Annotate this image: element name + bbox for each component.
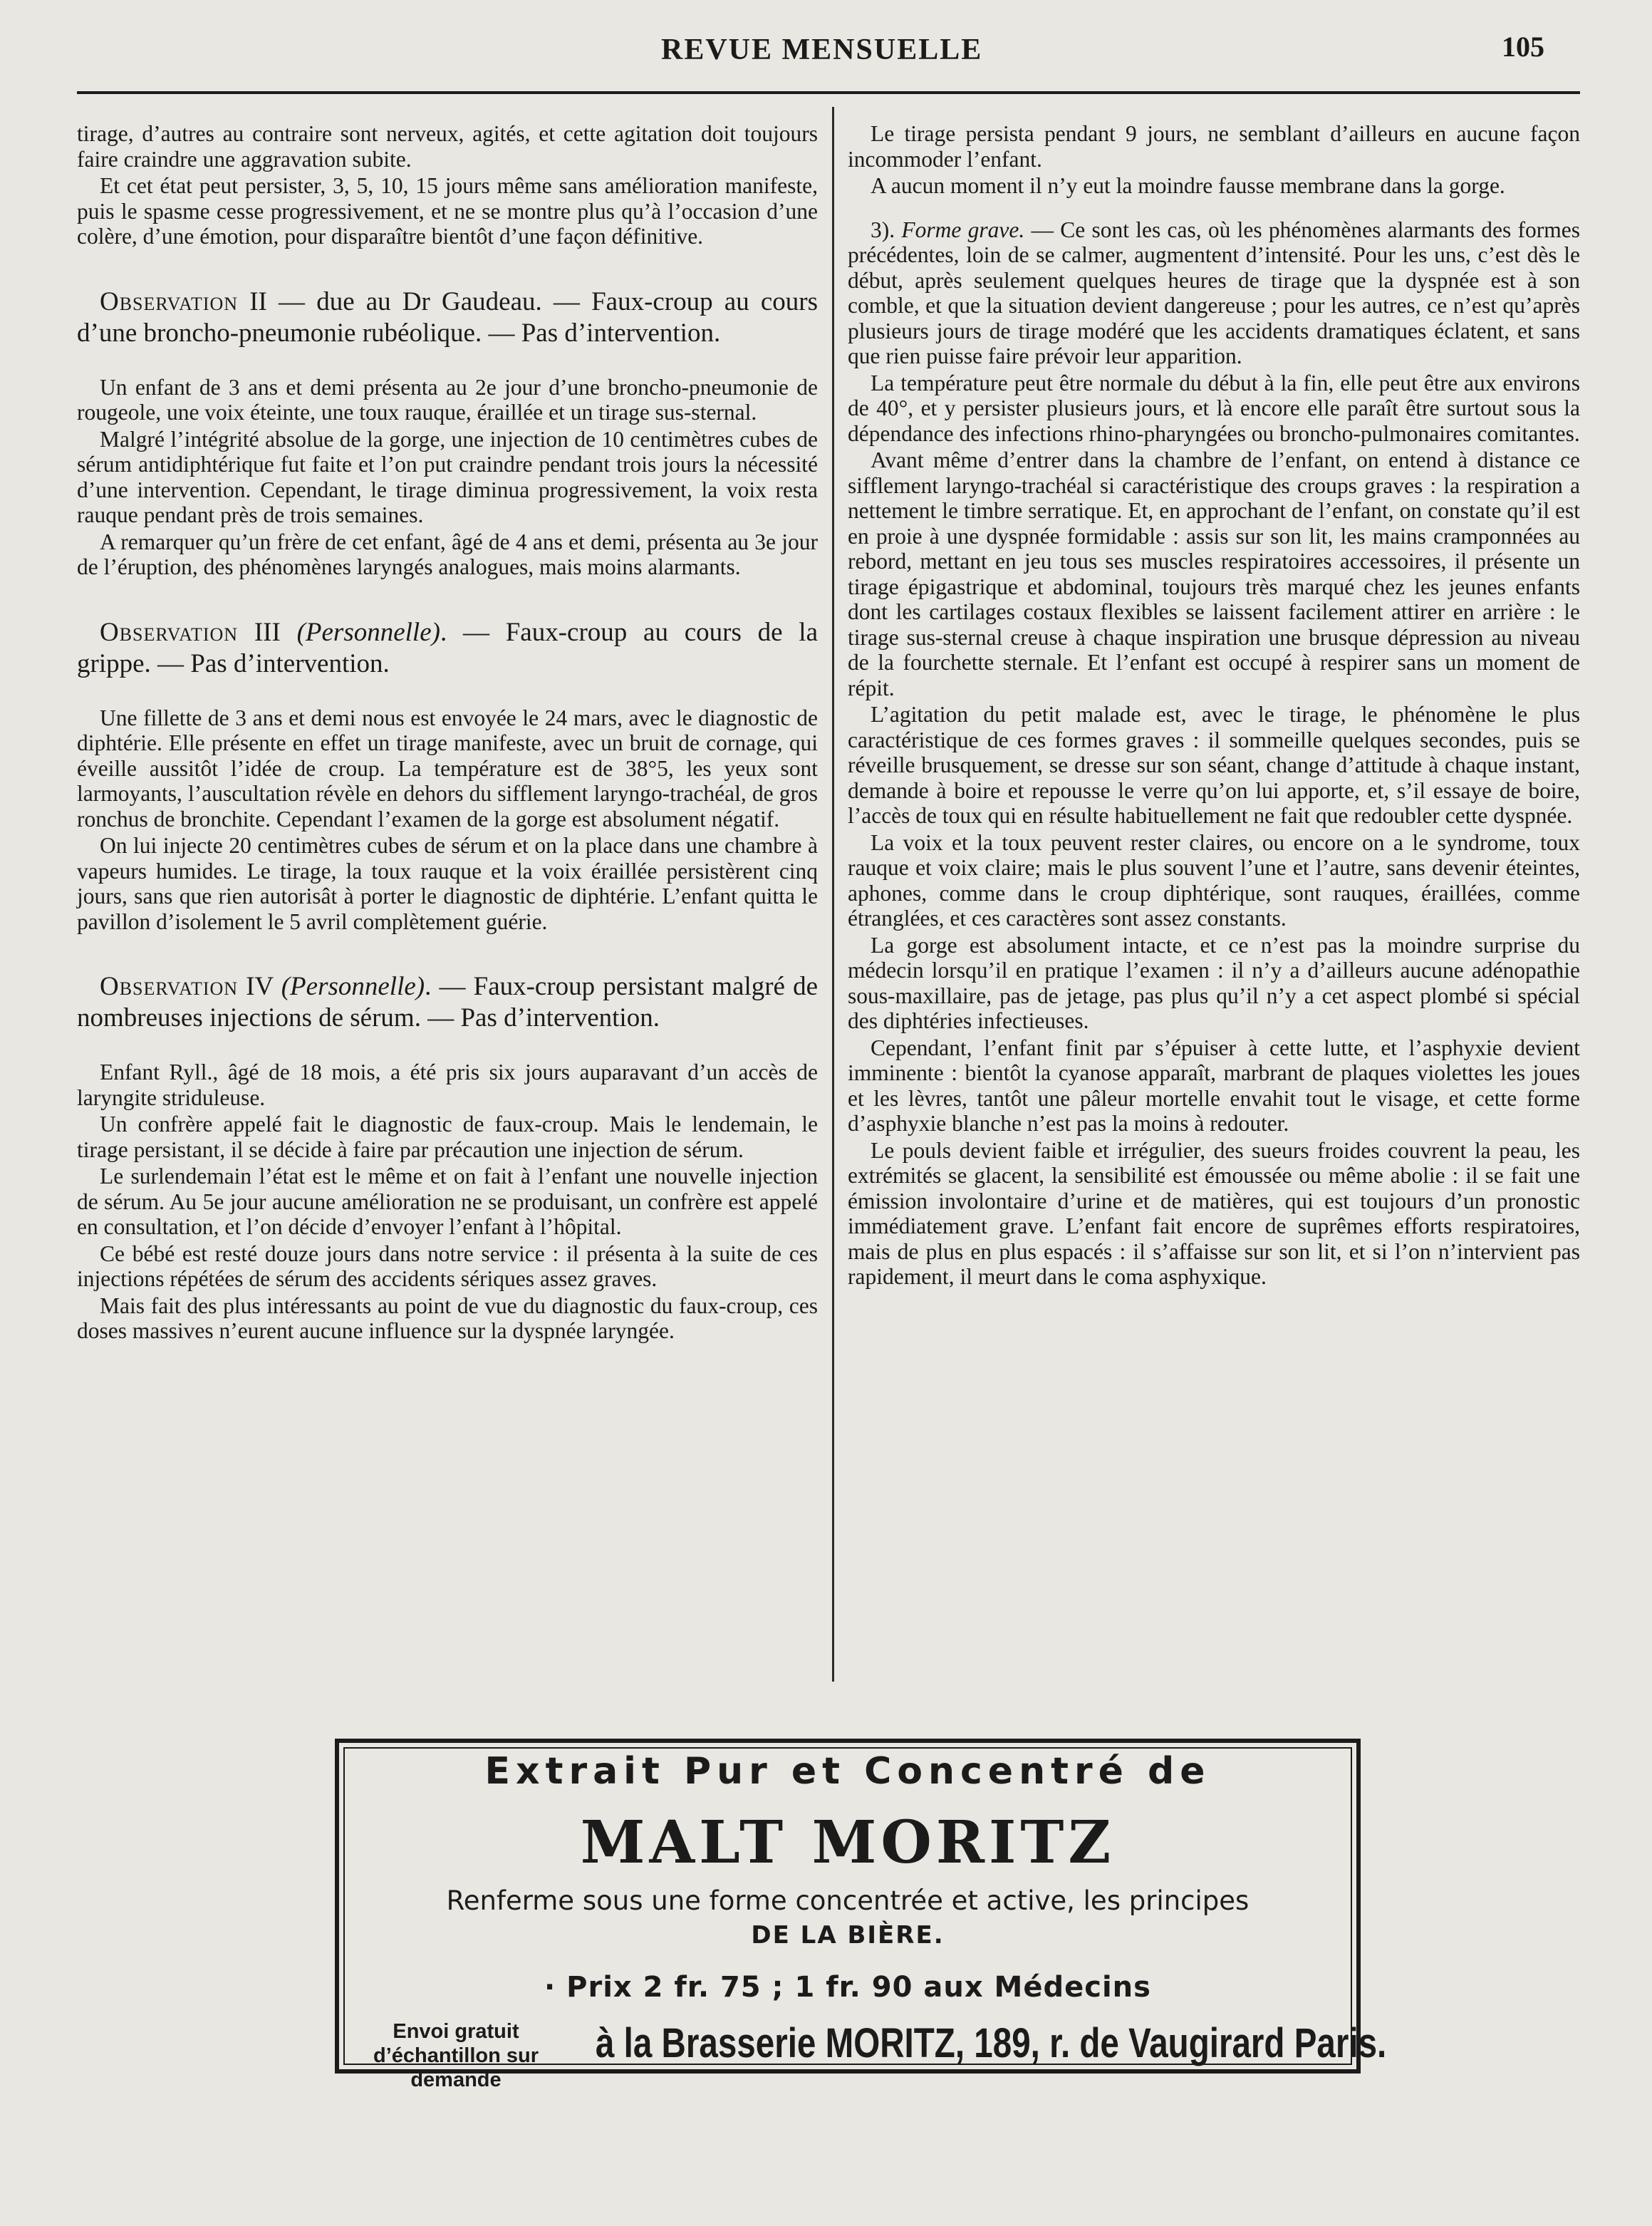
paragraph: La gorge est absolument intacte, et ce n’est pas la moindre surprise du médecin lorsqu’il en pratique l’examen : il n’y a d’ailleurs aucune adénopathie sous-maxillaire, pas de jetage, pas plus qu’il n’y a cet aspect plombé si spécial des diphtéries infectieuses. xyxy=(848,932,1580,1033)
running-header xyxy=(77,29,1544,71)
paragraph: Cependant, l’enfant finit par s’épuiser à cette lutte, et l’asphyxie devient imminente : bientôt la cyanose apparaît, marbrant de plaques violettes les joues et les lèvres, tantôt une pâleur mortelle envahit tout le visage, et cette forme d’asphyxie blanche n’est pas la moins à redouter. xyxy=(848,1035,1580,1136)
paragraph: Un enfant de 3 ans et demi présenta au 2e jour d’une broncho-pneumonie de rougeole, une voix éteinte, une toux rauque, éraillée et un tirage sus-sternal. xyxy=(77,374,818,425)
paragraph: A aucun moment il n’y eut la moindre fausse membrane dans la gorge. xyxy=(871,173,1505,198)
ad-line-renferme: Renferme sous une forme concentrée et active, les principes xyxy=(446,1885,1250,1916)
spacer xyxy=(848,199,1580,217)
ad-address: à la Brasserie MORITZ, 189, r. de Vaugirard Paris. xyxy=(596,2020,1387,2066)
paragraph: Un confrère appelé fait le diagnostic de faux-croup. Mais le lendemain, le tirage persistant, il se décide à faire par précaution une injection de sérum. xyxy=(77,1112,818,1162)
ad-line-biere: DE LA BIÈRE. xyxy=(751,1921,945,1950)
paragraph: Le surlendemain l’état est le même et on fait à l’enfant une nouvelle injection de sérum. Au 5e jour aucune amélioration ne se produisant, un confrère est appelé en consultation, et l’on décide d’envoyer l’enfant à l’hôpital. xyxy=(77,1164,818,1239)
paragraph: Enfant Ryll., âgé de 18 mois, a été pris six jours auparavant d’un accès de laryngite striduleuse. xyxy=(77,1060,818,1110)
observation-3-heading: Observation III (Personnelle). — Faux-croup au cours de la grippe. — Pas d’intervention. xyxy=(77,617,819,678)
ad-sample-note: Envoi gratuit d’échantillon sur demande xyxy=(373,2020,539,2091)
paragraph: tirage, d’autres au contraire sont nerveux, agités, et cette agitation doit toujours faire craindre une aggravation subite. xyxy=(77,121,818,172)
paragraph: Mais fait des plus intéressants au point de vue du diagnostic du faux-croup, ces doses massives n’eurent aucune influence sur la dyspnée laryngée. xyxy=(77,1293,818,1343)
ad-price-line: · Prix 2 fr. 75 ; 1 fr. 90 aux Médecins xyxy=(544,1971,1151,2004)
paragraph: La voix et la toux peuvent rester claires, ou encore on a le syndrome, toux rauque et voix claire; mais le plus souvent l’une et l’autre, sans devenir éteintes, aphones, comme dans le croup diphtérique, sont rauques, éraillées, comme étranglées, et ces caractères sont assez constants. xyxy=(848,829,1580,931)
observation-4-heading: Observation IV (Personnelle). — Faux-croup persistant malgré de nombreuses injections de sérum. — Pas d’intervention. xyxy=(77,972,819,1032)
header-rule xyxy=(77,91,1580,94)
paragraph: Le pouls devient faible et irrégulier, des sueurs froides couvrent la peau, les extrémités se glacent, la sensibilité est émoussée ou même abolie : il se fait une émission involontaire d’urine et de matières, qui est toujours d’un pronostic immédiatement grave. L’enfant fait encore de suprêmes efforts respiratoires, mais de plus en plus espacés : il s’affaisse sur son lit, et si l’on n’intervient pas rapidement, il meurt dans le coma asphyxique. xyxy=(848,1137,1580,1289)
malt-moritz-advertisement xyxy=(335,1739,1387,2091)
forme-grave-paragraph: 3). Forme grave. — Ce sont les cas, où les phénomènes alarmants des formes précédentes, loin de se calmer, augmentent d’intensité. Pour les uns, c’est dès le début, après seulement quelques heures de tirage que la dyspnée est à son comble, et que la situation devient dangereuse ; pour les autres, ce n’est qu’après plusieurs jours de tirage modéré que les accidents dramatiques éclatent, et sans que rien puisse faire prévoir leur apparition. xyxy=(848,217,1581,368)
journal-title: REVUE MENSUELLE xyxy=(661,33,983,66)
paragraph: Ce bébé est resté douze jours dans notre service : il présenta à la suite de ces injections répétées de sérum des accidents sériques assez graves. xyxy=(77,1241,818,1291)
ad-brand-name: MALT MORITZ xyxy=(580,1808,1116,1877)
paragraph: A remarquer qu’un frère de cet enfant, âgé de 4 ans et demi, présenta au 3e jour de l’éruption, des phénomènes laryngés analogues, mais moins alarmants. xyxy=(77,529,818,579)
paragraph: Malgré l’intégrité absolue de la gorge, une injection de 10 centimètres cubes de sérum antidiphtérique fut faite et l’on put craindre pendant trois jours la nécessité d’une intervention. Cependant, le tirage diminua progressivement, la voix resta rauque pendant près de trois semaines. xyxy=(77,426,818,527)
page-number: 105 xyxy=(1502,31,1544,63)
right-column xyxy=(848,121,1580,1290)
forme-grave-title: Forme grave. xyxy=(901,217,1025,242)
paragraph: La température peut être normale du début à la fin, elle peut être aux environs de 40°, et y persister plusieurs jours, et là encore elle paraît être surtout sous la dépendance des infections rhino-pharyngées ou broncho-pulmonaires comitantes. xyxy=(848,370,1580,446)
paragraph: On lui injecte 20 centimètres cubes de sérum et on la place dans une chambre à vapeurs humides. Le tirage, la toux rauque et la voix éraillée persistèrent cinq jours, sans que rien autorisât à porter le diagnostic de diphtérie. L’enfant quitta le pavillon d’isolement le 5 avril complètement guérie. xyxy=(77,833,818,934)
paragraph: Une fillette de 3 ans et demi nous est envoyée le 24 mars, avec le diagnostic de diphtérie. Elle présente en effet un tirage manifeste, avec un bruit de cornage, qui éveille aussitôt l’idée de croup. La température est de 38°5, les yeux sont larmoyants, l’auscultation révèle en dehors du sifflement laryngo-trachéal, de gros ronchus de bronchite. Cependant l’examen de la gorge est absolument négatif. xyxy=(77,705,818,832)
paragraph: Et cet état peut persister, 3, 5, 10, 15 jours même sans amélioration manifeste, puis le spasme cesse progressivement, et ne se montre plus qu’à l’occasion d’une colère, d’une émotion, pour disparaître bientôt d’une façon définitive. xyxy=(77,173,818,249)
left-column xyxy=(77,121,818,1344)
paragraph: L’agitation du petit malade est, avec le tirage, le phénomène le plus caractéristique de ces formes graves : il sommeille quelques secondes, puis se réveille brusquement, se dresse sur son séant, change d’attitude à chaque instant, demande à boire et repousse le verre qu’on lui apporte, et, s’il essaye de boire, l’accès de toux qui en résulte habituellement ne fait que redoubler cette dyspnée. xyxy=(848,702,1580,828)
column-divider xyxy=(832,107,834,1682)
paragraph: Le tirage persista pendant 9 jours, ne semblant d’ailleurs en aucune façon incommoder l’enfant. xyxy=(848,121,1580,172)
observation-2-heading: Observation II — due au Dr Gaudeau. — Faux-croup au cours d’une broncho-pneumonie rubéolique. — Pas d’intervention. xyxy=(77,286,818,348)
paragraph: Avant même d’entrer dans la chambre de l’enfant, on entend à distance ce sifflement laryngo-trachéal si caractéristique des croups graves : la respiration a nettement le timbre serratique. Et, en approchant de l’enfant, on constate qu’il est en proie à une dyspnée formidable : assis sur son lit, les mains cramponnées au rebord, mettant en jeu tous ses muscles respiratoires accessoires, il présente un tirage épigastrique et abdominal, toujours très marqué chez les jeunes enfants dont les cartilages costaux flexibles se laissent facilement attirer en arrière : le tirage sus-sternal creuse à chaque inspiration une brusque dépression au niveau de la fourchette sternale. Et l’enfant est occupé à respirer sans un moment de répit. xyxy=(848,447,1580,700)
ad-line-extrait: Extrait Pur et Concentré de xyxy=(484,1750,1211,1793)
